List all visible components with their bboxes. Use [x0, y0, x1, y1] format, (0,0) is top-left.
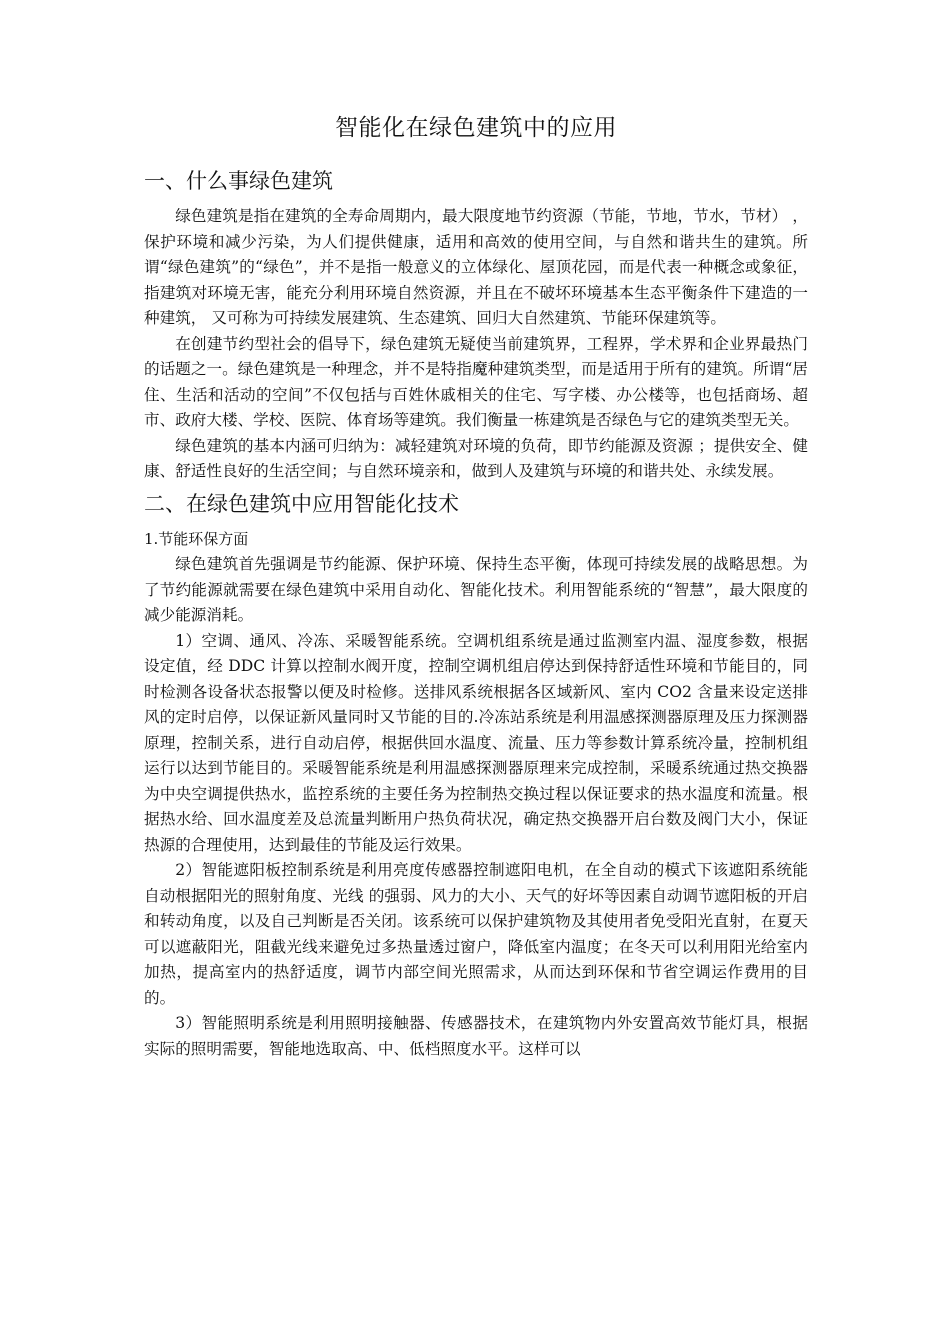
document-page [144, 112, 808, 1062]
section-heading-1: 一、什么事绿色建筑 [144, 169, 333, 193]
paragraph: 在创建节约型社会的倡导下，绿色建筑无疑使当前建筑界，工程界，学术界和企业界最热门的话题之一。绿色建筑是一种理念，并不是特指魔种建筑类型，而是适用于所有的建筑。所谓“居住、生活和活动的空间”不仅包括与百姓休戚相关的住宅、写字楼、办公楼等，也包括商场、超市、政府大楼、学校、医院、体育场等建筑。我们衡量一栋建筑是否绿色与它的建筑类型无关。 [144, 334, 808, 429]
paragraph: 绿色建筑的基本内涵可归纳为：减轻建筑对环境的负荷，即节约能源及资源 ；提供安全、健康、舒适性良好的生活空间；与自然环境亲和，做到人及建筑与环境的和谐共处、永续发展。 [144, 436, 808, 480]
document-title: 智能化在绿色建筑中的应用 [335, 115, 617, 141]
paragraph: 1）空调、通风、冷冻、采暖智能系统。空调机组系统是通过监测室内温、湿度参数，根据设定值，经 DDC 计算以控制水阀开度，控制空调机组启停达到保持舒适性环境和节能目的，同时检测各设备状态报警以便及时检修。送排风系统根据各区域新风、室内 CO2 含量来设定送排风的定时启停，以保证新风量同时又节能的目的.冷冻站系统是利用温感探测器原理及压力探测器原理，控制关系，进行自动启停，根据供回水温度、流量、压力等参数计算系统冷量，控制机组运行以达到节能目的。采暖智能系统是利用温感探测器原理来完成控制，采暖系统通过热交换器为中央空调提供热水，监控系统的主要任务为控制热交换过程以保证要求的热水温度和流量。根据热水给、回水温度差及总流量判断用户热负荷状况，确定热交换器开启台数及阀门大小，保证热源的合理使用，达到最佳的节能及运行效果。 [144, 631, 808, 854]
paragraph: 2）智能遮阳板控制系统是利用亮度传感器控制遮阳电机，在全自动的模式下该遮阳系统能自动根据阳光的照射角度、光线 的强弱、风力的大小、天气的好坏等因素自动调节遮阳板的开启和转动角度，以及自己判断是否关闭。该系统可以保护建筑物及其使用者免受阳光直射，在夏天可以遮蔽阳光，阻截光线来避免过多热量透过窗户，降低室内温度；在冬天可以利用阳光给室内加热，提高室内的热舒适度，调节内部空间光照需求，从而达到环保和节省空调运作费用的目的。 [144, 861, 808, 1007]
paragraph: 绿色建筑是指在建筑的全寿命周期内，最大限度地节约资源（节能，节地，节水，节材） ，保护环境和减少污染，为人们提供健康，适用和高效的使用空间，与自然和谐共生的建筑。所谓“绿色建筑”的“绿色”，并不是指一般意义的立体绿化、屋顶花园，而是代表一种概念或象征，指建筑对环境无害，能充分利用环境自然资源，并且在不破坏环境基本生态平衡条件下建造的一种建筑， 又可称为可持续发展建筑、生态建筑、回归大自然建筑、节能环保建筑等。 [144, 207, 808, 327]
paragraph: 3）智能照明系统是利用照明接触器、传感器技术，在建筑物内外安置高效节能灯具，根据实际的照明需要，智能地选取高、中、低档照度水平。这样可以 [144, 1014, 808, 1058]
paragraph: 绿色建筑首先强调是节约能源、保护环境、保持生态平衡，体现可持续发展的战略思想。为了节约能源就需要在绿色建筑中采用自动化、智能化技术。利用智能系统的“智慧”，最大限度的减少能源消耗。 [144, 555, 808, 624]
section-heading-2: 二、在绿色建筑中应用智能化技术 [144, 491, 459, 516]
subsection-heading: 1.节能环保方面 [144, 529, 249, 548]
